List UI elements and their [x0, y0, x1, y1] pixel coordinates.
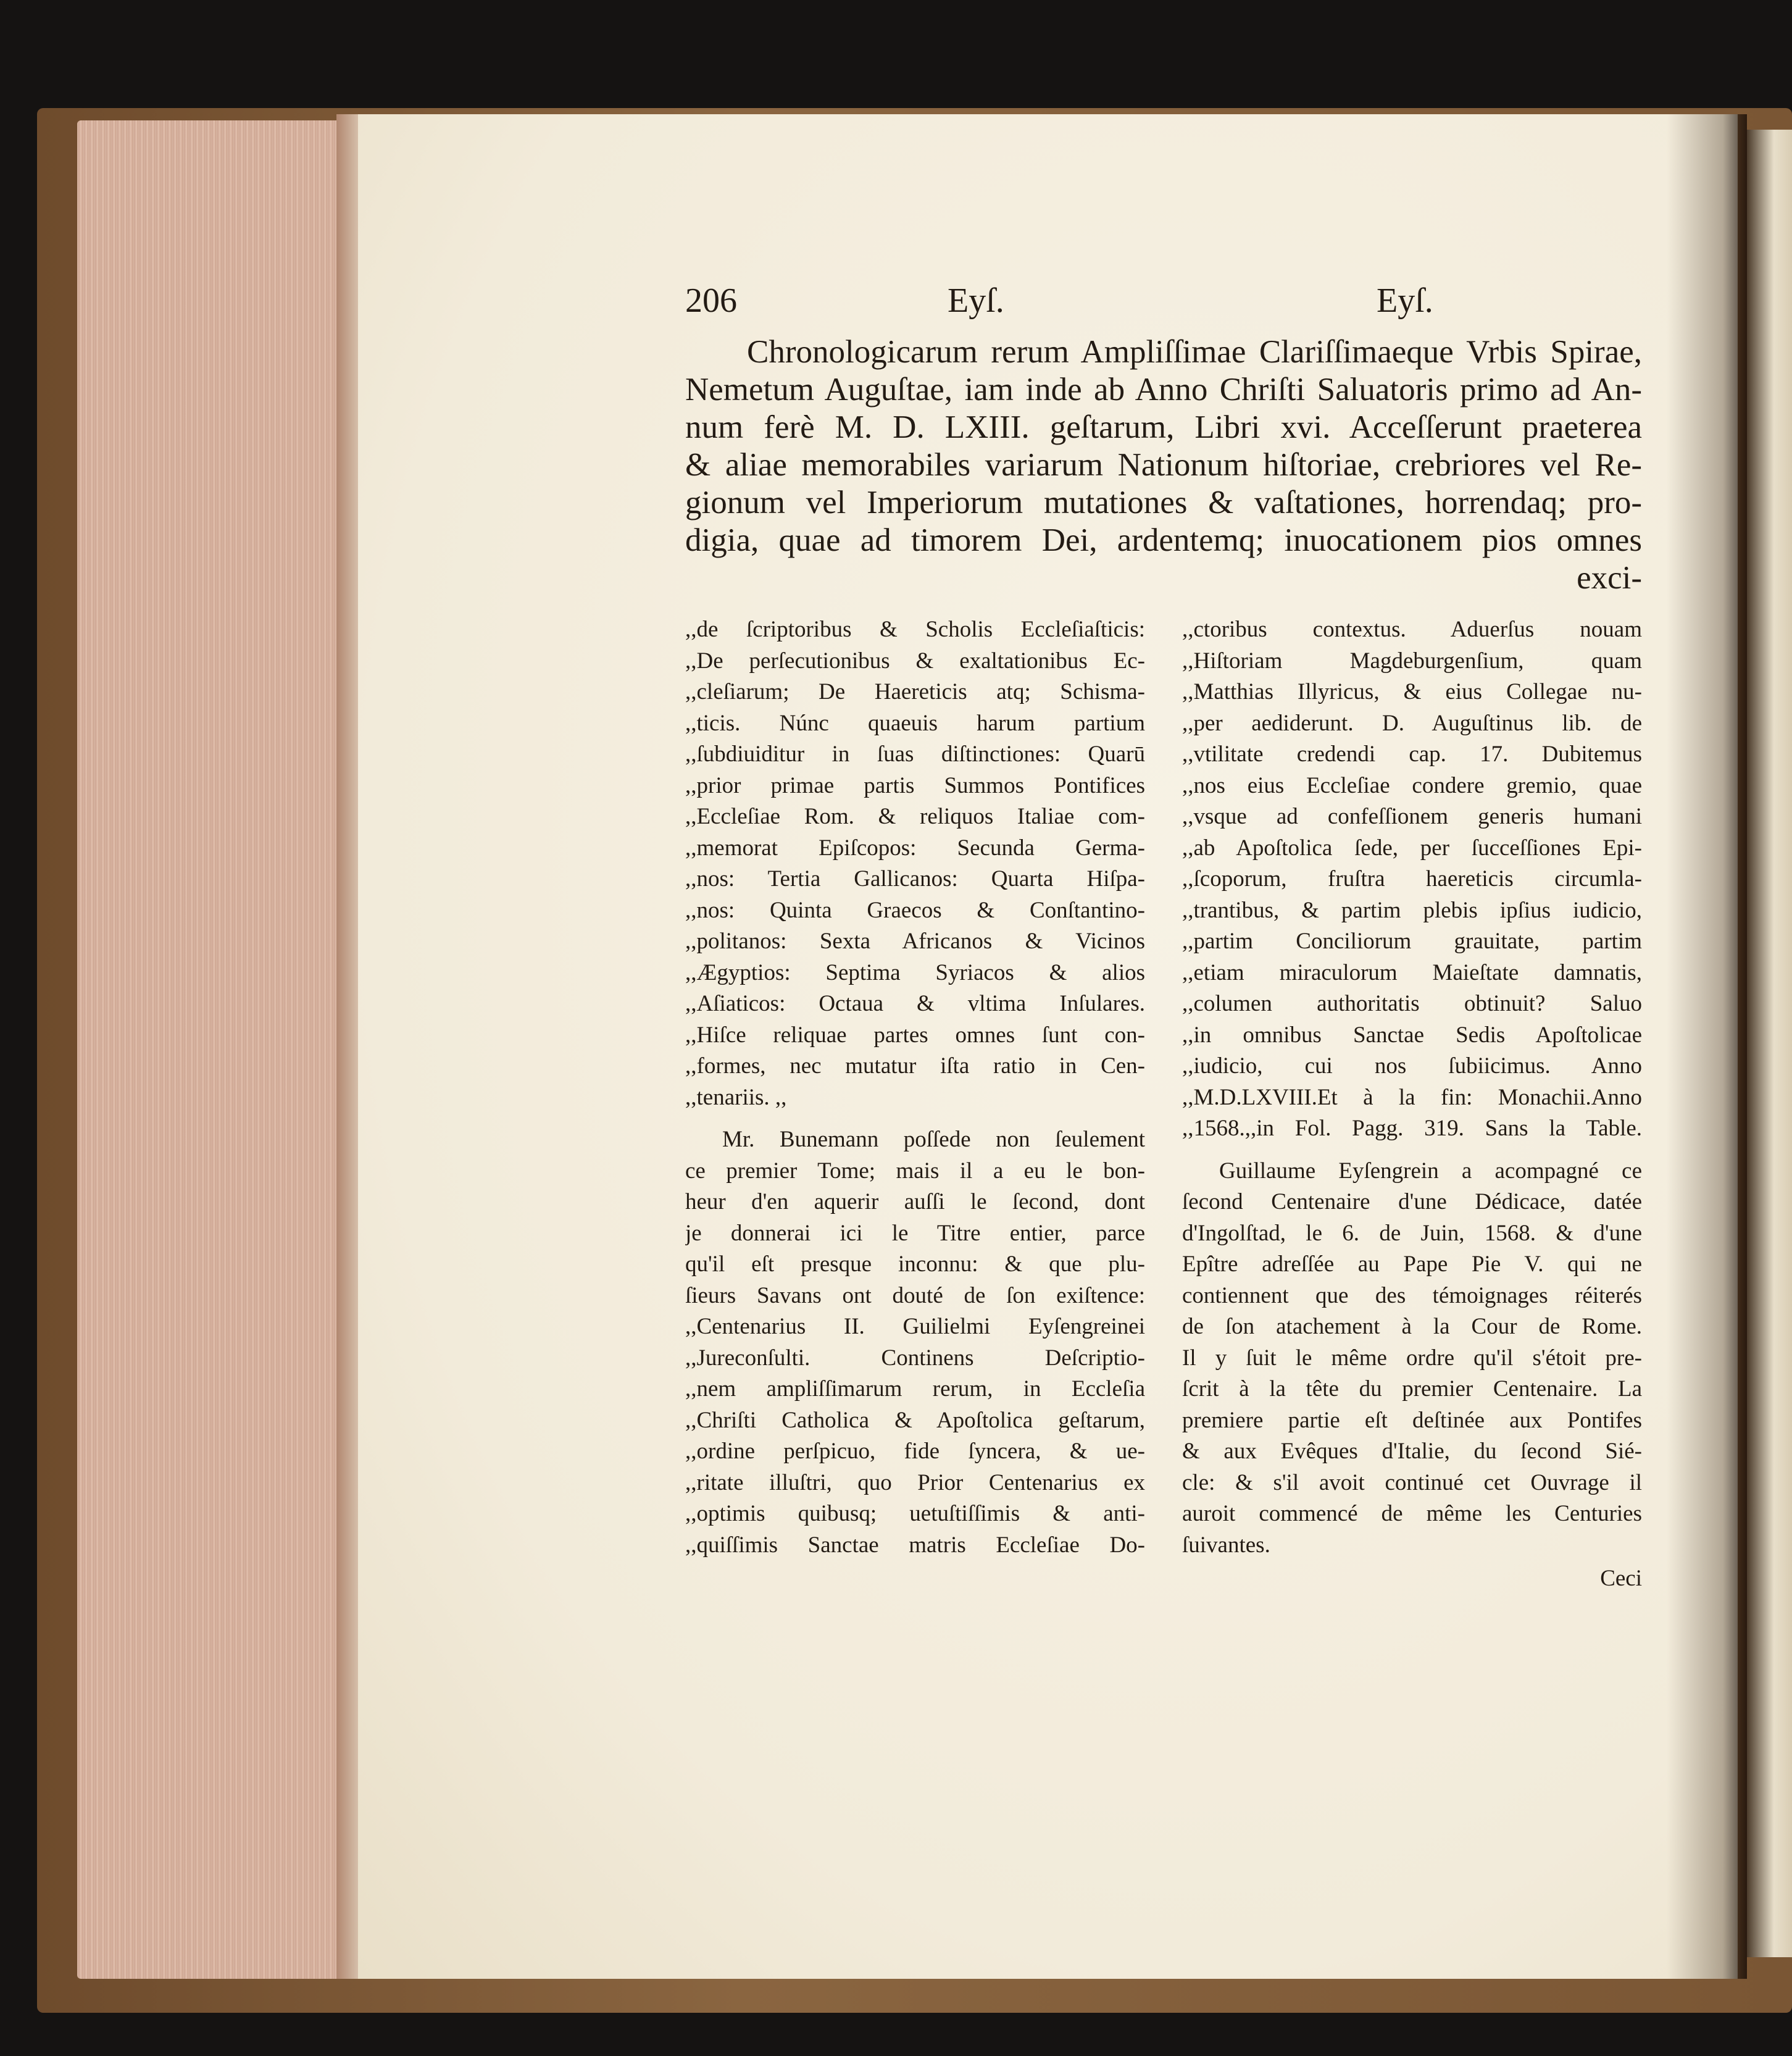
text-line: ,,Matthias Illyricus, & eius Collegae nu-: [1182, 679, 1642, 704]
text-line: ,,ticis. Núnc quaeuis harum partium: [685, 710, 1145, 736]
text-line: ,,M.D.LXVIII.Et à la fin: Monachii.Anno: [1182, 1084, 1642, 1110]
text-line: ,,Hiſce reliquae partes omnes ſunt con-: [685, 1022, 1145, 1048]
text-line: ,,columen authoritatis obtinuit? Saluo: [1182, 991, 1642, 1016]
text-line: ,,Ægyptios: Septima Syriacos & alios: [685, 959, 1145, 985]
catchword: Ceci: [1600, 1566, 1642, 1591]
left-quote: [685, 614, 1145, 1113]
text-line: premiere partie eſt deſtinée aux Pontifes: [1182, 1407, 1642, 1433]
text-line: ,,ab Apoſtolica ſede, per ſucceſſiones Epi-: [1182, 835, 1642, 861]
text-line: ,,ordine perſpicuo, fide ſyncera, & ue-: [685, 1439, 1145, 1464]
text-line: ,,vsque ad confeſſionem generis humani: [1182, 804, 1642, 829]
paragraph-gap: [685, 1113, 1145, 1124]
text-line: ,,Chriſti Catholica & Apoſtolica geſtarum,: [685, 1407, 1145, 1433]
left-paragraph: [685, 1124, 1145, 1561]
text-line: ,,nos: Quinta Graecos & Conſtantino-: [685, 897, 1145, 923]
title-line: Chronologicarum rerum Ampliſſimae Clariſſimaeque Vrbis Spirae,: [747, 334, 1642, 370]
text-line: ,,iudicio, cui nos ſubiicimus. Anno: [1182, 1053, 1642, 1079]
right-quote: [1182, 614, 1642, 1145]
text-line: ,,nos eius Eccleſiae condere gremio, quae: [1182, 772, 1642, 798]
text-line: ,,ſcoporum, fruſtra haereticis circumla-: [1182, 866, 1642, 892]
left-column: [685, 614, 1145, 1561]
right-column: [1182, 614, 1642, 1595]
text-line: ſcrit à la tête du premier Centenaire. La: [1182, 1376, 1642, 1402]
text-line: ,,de ſcriptoribus & Scholis Eccleſiaſticis:: [685, 617, 1145, 642]
text-line: ,,trantibus, & partim plebis ipſius iudicio,: [1182, 897, 1642, 923]
title-line: num ferè M. D. LXIII. geſtarum, Libri xvi. Acceſſerunt praeterea: [685, 409, 1642, 445]
text-line: & aux Evêques d'Italie, du ſecond Sié-: [1182, 1439, 1642, 1464]
text-line: ,,Centenarius II. Guilielmi Eyſengreinei: [685, 1314, 1145, 1339]
text-line: ſuivantes.: [1182, 1532, 1270, 1558]
title-line: Nemetum Auguſtae, iam inde ab Anno Chriſti Saluatoris primo ad An-: [685, 372, 1642, 407]
text-line: Guillaume Eyſengrein a acompagné ce: [1219, 1158, 1642, 1184]
title-line: digia, quae ad timorem Dei, ardentemq; inuocationem pios omnes: [685, 522, 1642, 558]
spine-shadow: [1667, 114, 1747, 1979]
page-edges: [77, 120, 361, 1979]
text-line: ,,ritate illuſtri, quo Prior Centenarius ex: [685, 1469, 1145, 1495]
page-number: 206: [685, 282, 737, 320]
text-line: auroit commencé de même les Centuries: [1182, 1501, 1642, 1526]
title-line: & aliae memorabiles variarum Nationum hiſtoriae, crebriores vel Re-: [685, 447, 1642, 483]
text-line: ,,ctoribus contextus. Aduerſus nouam: [1182, 617, 1642, 642]
page-header: [685, 281, 1642, 324]
right-paragraph: [1182, 1156, 1642, 1561]
text-line: Mr. Bunemann poſſede non ſeulement: [722, 1127, 1145, 1152]
text-line: qu'il eſt presque inconnu: & que plu-: [685, 1252, 1145, 1277]
text-line: ,,per aediderunt. D. Auguſtinus lib. de: [1182, 710, 1642, 736]
text-line: ce premier Tome; mais il a eu le bon-: [685, 1158, 1145, 1184]
text-line: contiennent que des témoignages réiterés: [1182, 1282, 1642, 1308]
text-line: ,,partim Conciliorum grauitate, partim: [1182, 929, 1642, 954]
text-line: ,,memorat Epiſcopos: Secunda Germa-: [685, 835, 1145, 861]
text-line: ,,Jureconſulti. Continens Deſcriptio-: [685, 1345, 1145, 1371]
text-line: ,,etiam miraculorum Maieſtate damnatis,: [1182, 959, 1642, 985]
text-line: ,,1568.,,in Fol. Pagg. 319. Sans la Table.: [1182, 1116, 1642, 1141]
text-line: ,,prior primae partis Summos Pontifices: [685, 772, 1145, 798]
text-line: ,,Eccleſiae Rom. & reliquos Italiae com-: [685, 804, 1145, 829]
text-line: ,,nem ampliſſimarum rerum, in Eccleſia: [685, 1376, 1145, 1402]
text-line: ,,optimis quibusq; uetuſtiſſimis & anti-: [685, 1501, 1145, 1526]
title-line: exci-: [1577, 560, 1642, 596]
text-line: ,,nos: Tertia Gallicanos: Quarta Hiſpa-: [685, 866, 1145, 892]
facing-page-edge: [1747, 130, 1792, 1957]
text-line: ,,in omnibus Sanctae Sedis Apoſtolicae: [1182, 1022, 1642, 1048]
text-line: ,,vtilitate credendi cap. 17. Dubitemus: [1182, 742, 1642, 767]
title-line: gionum vel Imperiorum mutationes & vaſtationes, horrendaq; pro-: [685, 485, 1642, 520]
text-line: ſecond Centenaire d'une Dédicace, datée: [1182, 1189, 1642, 1214]
text-line: ,,ſubdiuiditur in ſuas diſtinctiones: Quarū: [685, 742, 1145, 767]
paragraph-gap: [1182, 1145, 1642, 1156]
text-line: Il y ſuit le même ordre qu'il s'étoit pre-: [1182, 1345, 1642, 1371]
text-line: ſieurs Savans ont douté de ſon exiſtence:: [685, 1282, 1145, 1308]
text-line: de ſon atachement à la Cour de Rome.: [1182, 1314, 1642, 1339]
text-line: ,,formes, nec mutatur iſta ratio in Cen-: [685, 1053, 1145, 1079]
running-head-left: Eyſ.: [948, 282, 1004, 320]
text-line: Epître adreſſée au Pape Pie V. qui ne: [1182, 1252, 1642, 1277]
text-line: ,,cleſiarum; De Haereticis atq; Schisma-: [685, 679, 1145, 704]
text-line: d'Ingolſtad, le 6. de Juin, 1568. & d'une: [1182, 1220, 1642, 1246]
text-line: ,,quiſſimis Sanctae matris Eccleſiae Do-: [685, 1532, 1145, 1558]
text-line: ,,Hiſtoriam Magdeburgenſium, quam: [1182, 648, 1642, 674]
title-block: [685, 333, 1642, 597]
text-line: ,,tenariis. ,,: [685, 1084, 787, 1110]
text-line: ,,De perſecutionibus & exaltationibus Ec-: [685, 648, 1145, 674]
text-line: cle: & s'il avoit continué cet Ouvrage il: [1182, 1469, 1642, 1495]
running-head-right: Eyſ.: [1377, 282, 1433, 320]
text-line: ,,politanos: Sexta Africanos & Vicinos: [685, 929, 1145, 954]
text-line: heur d'en aquerir auſſi le ſecond, dont: [685, 1189, 1145, 1214]
text-line: je donnerai ici le Titre entier, parce: [685, 1220, 1145, 1246]
text-line: ,,Aſiaticos: Octaua & vltima Inſulares.: [685, 991, 1145, 1016]
